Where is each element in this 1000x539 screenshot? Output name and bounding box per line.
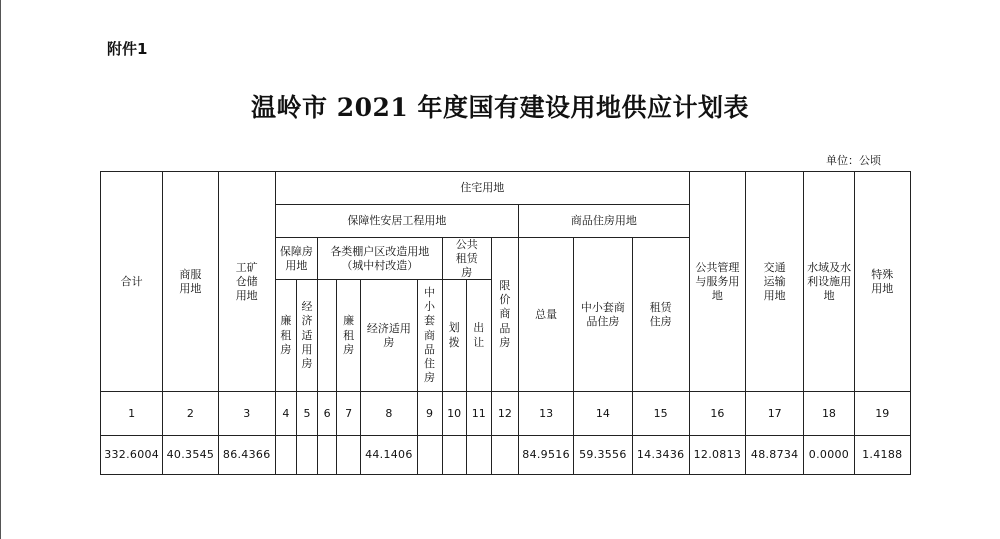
- value-cell: 40.3545: [163, 436, 218, 475]
- page-edge: [0, 0, 1, 539]
- header-sh-small: 中小套商品住房: [417, 280, 442, 392]
- header-blank: [318, 280, 337, 392]
- column-number: 8: [361, 392, 417, 436]
- column-number: 14: [574, 392, 632, 436]
- value-cell: 14.3436: [632, 436, 689, 475]
- land-supply-table: [100, 171, 911, 475]
- value-cell: [275, 436, 296, 475]
- column-number: 5: [296, 392, 317, 436]
- values-row: [101, 436, 911, 475]
- header-commercial: 商服用地: [163, 172, 218, 392]
- header-sh-low-rent: 廉租房: [337, 280, 361, 392]
- column-number: 2: [163, 392, 218, 436]
- header-guaranteed: 保障房用地: [275, 238, 317, 280]
- column-number: 16: [689, 392, 745, 436]
- value-cell: [337, 436, 361, 475]
- header-affordable: 保障性安居工程用地: [275, 205, 518, 238]
- value-cell: 84.9516: [518, 436, 573, 475]
- column-number: 15: [632, 392, 689, 436]
- column-number: 3: [218, 392, 275, 436]
- column-number: 11: [466, 392, 491, 436]
- header-public-rental: 公共租赁房: [442, 238, 491, 280]
- value-cell: 44.1406: [361, 436, 417, 475]
- column-number: 9: [417, 392, 442, 436]
- header-economic: 经济适用房: [296, 280, 317, 392]
- value-cell: [296, 436, 317, 475]
- value-cell: 86.4366: [218, 436, 275, 475]
- header-price-limited: 限价商品房: [491, 238, 518, 392]
- header-public-admin: 公共管理与服务用地: [689, 172, 745, 392]
- column-number: 19: [854, 392, 910, 436]
- column-number: 12: [491, 392, 518, 436]
- header-allocation: 划拨: [442, 280, 466, 392]
- column-number: 17: [746, 392, 804, 436]
- column-number: 1: [101, 392, 163, 436]
- value-cell: [491, 436, 518, 475]
- value-cell: [442, 436, 466, 475]
- header-water: 水域及水利设施用地: [804, 172, 854, 392]
- column-number: 10: [442, 392, 466, 436]
- unit-label: 单位：公顷: [826, 154, 881, 167]
- header-low-rent: 廉租房: [275, 280, 296, 392]
- value-cell: 332.6004: [101, 436, 163, 475]
- value-cell: [466, 436, 491, 475]
- header-transport: 交通运输用地: [746, 172, 804, 392]
- column-number: 13: [518, 392, 573, 436]
- column-number: 4: [275, 392, 296, 436]
- value-cell: 59.3556: [574, 436, 632, 475]
- value-cell: 48.8734: [746, 436, 804, 475]
- header-transfer: 出让: [466, 280, 491, 392]
- column-number: 6: [318, 392, 337, 436]
- header-rental: 租赁住房: [632, 238, 689, 392]
- header-residential: 住宅用地: [275, 172, 689, 205]
- value-cell: [318, 436, 337, 475]
- header-industrial: 工矿仓储用地: [218, 172, 275, 392]
- header-commodity: 商品住房用地: [518, 205, 689, 238]
- header-special: 特殊用地: [854, 172, 910, 392]
- header-shantytown: 各类棚户区改造用地 （城中村改造）: [318, 238, 443, 280]
- value-cell: 1.4188: [854, 436, 910, 475]
- column-number: 18: [804, 392, 854, 436]
- column-number-row: [101, 392, 911, 436]
- attachment-label: 附件1: [107, 40, 148, 58]
- header-commodity-small: 中小套商品住房: [574, 238, 632, 392]
- header-sh-economic: 经济适用房: [361, 280, 417, 392]
- page-title: 温岭市 2021 年度国有建设用地供应计划表: [251, 93, 749, 122]
- value-cell: 0.0000: [804, 436, 854, 475]
- header-commodity-total: 总量: [518, 238, 573, 392]
- value-cell: 12.0813: [689, 436, 745, 475]
- column-number: 7: [337, 392, 361, 436]
- value-cell: [417, 436, 442, 475]
- header-total: 合计: [101, 172, 163, 392]
